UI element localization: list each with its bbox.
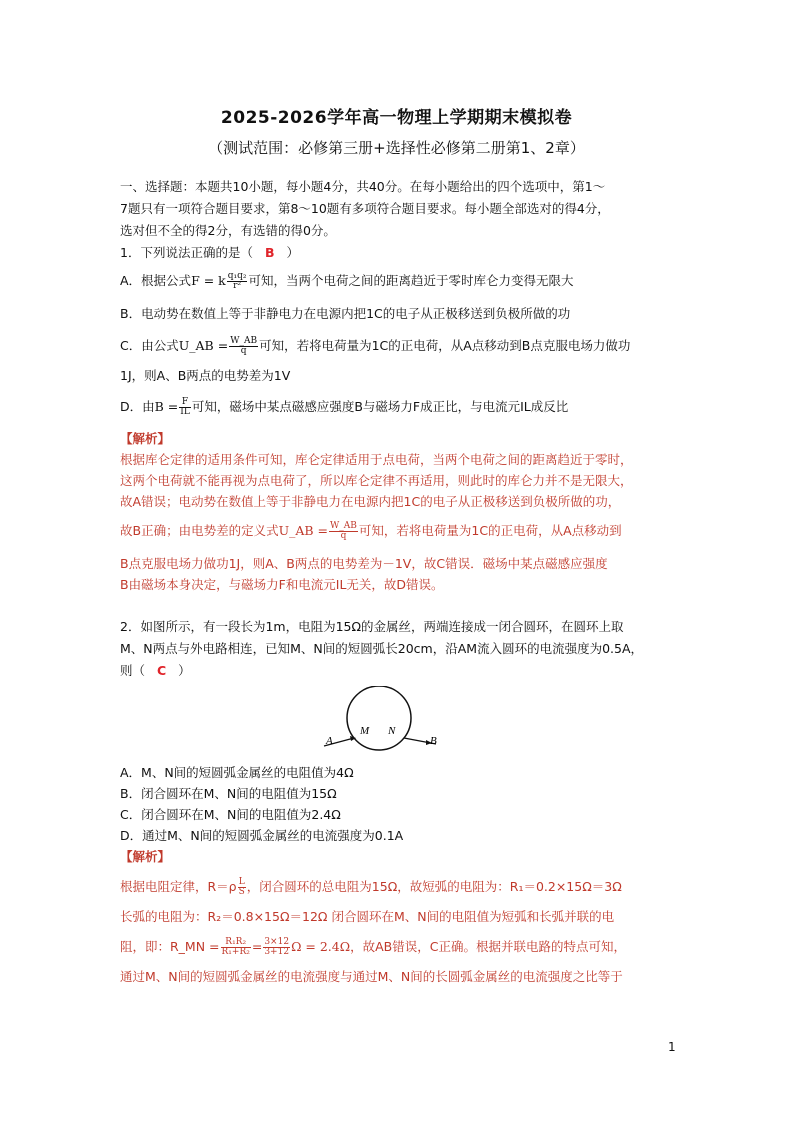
question-2-explanation-line: 长弧的电阻为：R₂＝0.8×15Ω＝12Ω 闭合圆环在M、N间的电阻值为短弧和长弧并联的电 [120,909,615,924]
formula-fraction: $\frac{L}{S}$ [238,877,245,897]
question-2-option-d: D．通过M、N间的短圆弧金属丝的电流强度为0.1A [120,828,404,843]
page-number: 1 [668,1040,676,1054]
question-1-option-c-cont: 1J，则A、B两点的电势差为1V [120,368,291,383]
question-1-option-b: B．电动势在数值上等于非静电力在电源内把1C的电子从正极移送到负极所做的功 [120,306,571,321]
ring-circuit-figure [318,686,448,756]
formula-fraction: $\frac{3\times 12}{3+12}$ [264,937,290,957]
question-1-option-a: A．根据公式F = k $\frac{\text{q₁q₂}}{\text{r²}}$ 可知，当两个电荷之间的距离趋近于零时库仑力变得无限大 [120,271,574,291]
label-b: B [430,735,437,747]
page-title: 2025-2026学年高一物理上学期期末模拟卷 [220,108,573,128]
question-1-explanation-line: B由磁场本身决定，与磁场力F和电流元IL无关，故D错误。 [120,577,444,592]
question-1-option-d: D．由B = $\frac{F}{IL}$ 可知，磁场中某点磁感应强度B与磁场力F成正比，与电流元IL成反比 [120,397,569,417]
section-instructions-line: 选对但不全的得2分，有选错的得0分。 [120,223,336,238]
formula-fraction: $\frac{W\_AB}{q}$ [230,336,258,356]
question-2-stem-line: 则（ C ） [120,663,191,678]
question-1-stem: 1．下列说法正确的是（ B ） [120,245,299,260]
question-2-option-c: C．闭合圆环在M、N间的电阻值为2.4Ω [120,807,341,822]
label-a: A [326,735,333,747]
question-2-explanation-line: 阻，即：R_MN = $\frac{\text{R₁R₂}}{\text{R₁+R₂}}$ = $\frac{3\times 12}{3+12}$ Ω = 2.4Ω，故AB错误，C正确。根据并联电路的特点可知， [120,937,626,957]
page-subtitle: （测试范围：必修第三册+选择性必修第二册第1、2章） [208,139,585,157]
formula-fraction: $\frac{\text{R₁R₂}}{\text{R₁+R₂}}$ [221,937,250,957]
question-2-explanation-line: 根据电阻定律，R＝ρ $\frac{L}{S}$ ，闭合圆环的总电阻为15Ω，故短弧的电阻为：R₁＝0.2×15Ω＝3Ω [120,877,622,897]
question-1-answer: B [264,245,275,260]
formula-fraction: $\frac{F}{IL}$ [180,397,190,417]
section-instructions-line: 一、选择题：本题共10小题，每小题4分，共40分。在每小题给出的四个选项中，第1～ [120,179,606,194]
question-2-stem-line: 2．如图所示，有一段长为1m，电阻为15Ω的金属丝，两端连接成一闭合圆环，在圆环上取 [120,619,624,634]
question-1-explanation-line: 根据库仑定律的适用条件可知，库仑定律适用于点电荷，当两个电荷之间的距离趋近于零时， [120,452,633,467]
label-m: M [360,725,370,737]
question-2-option-b: B．闭合圆环在M、N间的电阻值为15Ω [120,786,337,801]
question-2-option-a: A．M、N间的短圆弧金属丝的电阻值为4Ω [120,765,354,780]
question-2-explanation-label: 【解析】 [120,849,171,864]
formula-fraction: $\frac{\text{q₁q₂}}{\text{r²}}$ [227,271,247,291]
question-2-explanation-line: 通过M、N间的短圆弧金属丝的电流强度与通过M、N间的长圆弧金属丝的电流强度之比等于 [120,969,623,984]
question-1-explanation-label: 【解析】 [120,431,171,446]
question-1-explanation-line: 这两个电荷就不能再视为点电荷了，所以库仑定律不再适用，则此时的库仑力并不是无限大， [120,473,633,488]
question-2-stem-line: M、N两点与外电路相连，已知M、N间的短圆弧长20cm，沿AM流入圆环的电流强度为0.5A， [120,641,643,656]
question-1-explanation-line: B点克服电场力做功1J，则A、B两点的电势差为－1V，故C错误．磁场中某点磁感应强度 [120,556,608,571]
section-instructions-line: 7题只有一项符合题目要求，第8～10题有多项符合题目要求。每小题全部选对的得4分， [120,201,610,216]
label-n: N [388,725,396,737]
question-1-explanation-line: 故B正确；由电势差的定义式U_AB = $\frac{W\_AB}{q}$ 可知，若将电荷量为1C的正电荷，从A点移动到 [120,521,622,541]
metal-ring [347,686,411,750]
formula-fraction: $\frac{W\_AB}{q}$ [330,521,357,541]
question-1-option-c: C．由公式U_AB = $\frac{W\_AB}{q}$ 可知，若将电荷量为1C的正电荷，从A点移动到B点克服电场力做功 [120,336,631,356]
question-1-explanation-line: 故A错误；电动势在数值上等于非静电力在电源内把1C的电子从正极移送到负极所做的功， [120,494,621,509]
question-2-answer: C [157,663,167,678]
